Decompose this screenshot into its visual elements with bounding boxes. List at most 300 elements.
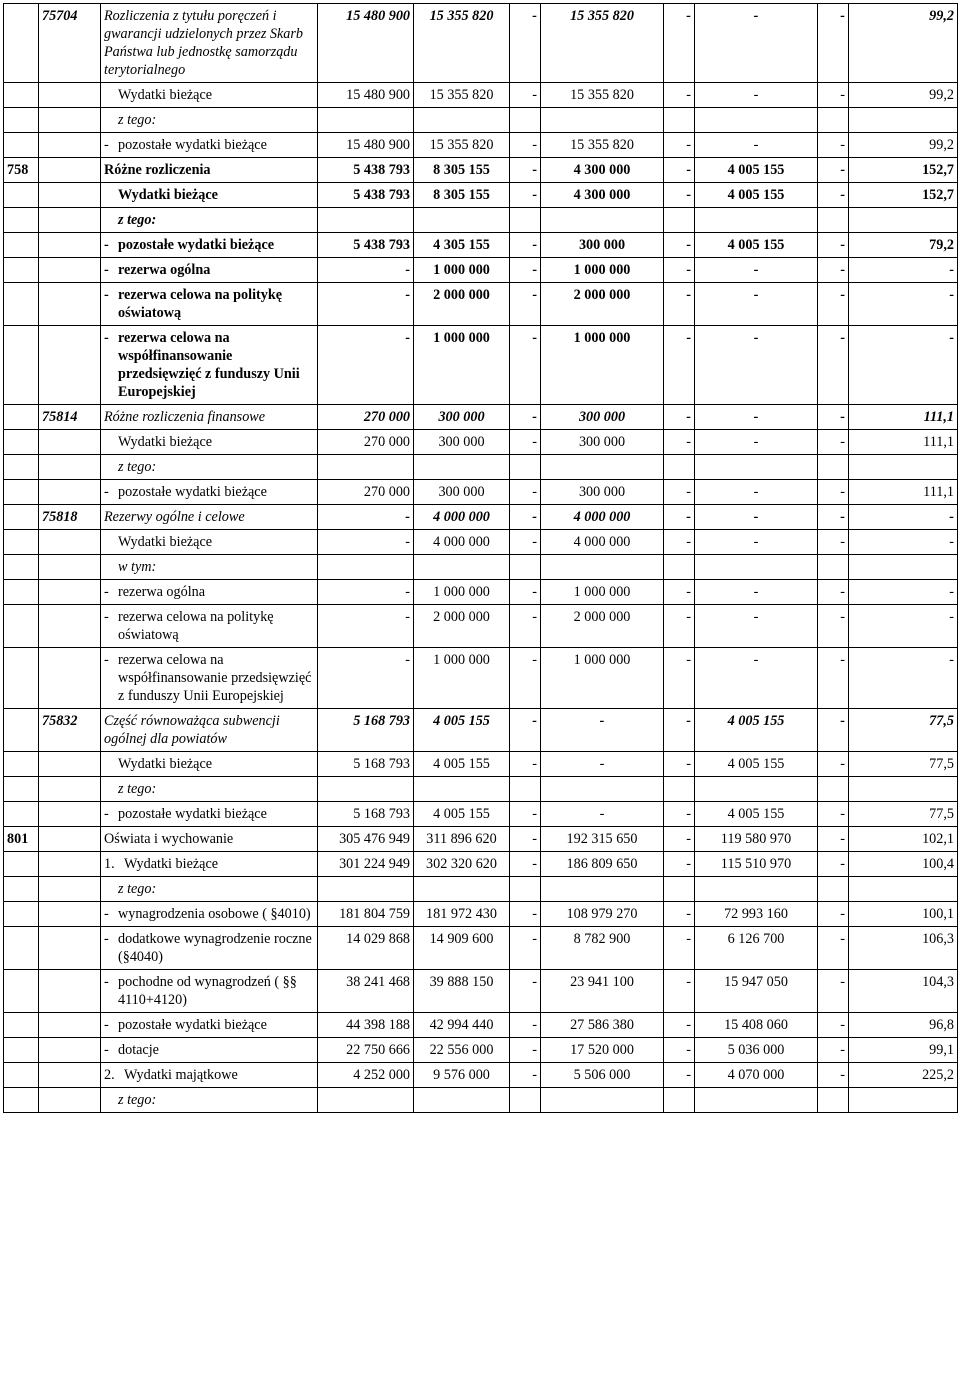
value-cell: 17 520 000 [541,1038,664,1063]
value-cell: - [541,709,664,752]
item-label: rezerwa ogólna [118,584,206,600]
value-cell: - [318,258,414,283]
value-cell: 99,1 [849,1038,958,1063]
value-cell: - [695,405,818,430]
item-name-cell [101,648,318,709]
value-cell [318,455,414,480]
value-cell [541,208,664,233]
value-cell: 2 000 000 [414,283,510,326]
value-cell [849,555,958,580]
value-cell: 15 355 820 [541,133,664,158]
division-cell [4,877,39,902]
division-cell [4,133,39,158]
value-cell: - [664,283,695,326]
value-cell: 300 000 [541,430,664,455]
value-cell [318,108,414,133]
item-name-cell [101,580,318,605]
value-cell: - [510,326,541,405]
value-cell: 15 408 060 [695,1013,818,1038]
value-cell [541,777,664,802]
item-name-cell: Różne rozliczenia finansowe [101,405,318,430]
value-cell: - [818,133,849,158]
division-cell [4,283,39,326]
item-label: rezerwa celowa na politykę oświatową [118,287,283,321]
value-cell [510,777,541,802]
value-cell: - [510,405,541,430]
item-name-cell: Rezerwy ogólne i celowe [101,505,318,530]
value-cell [510,208,541,233]
value-cell: - [318,505,414,530]
table-row [4,777,958,802]
row-marker: - [104,931,109,947]
value-cell: - [664,405,695,430]
row-marker: - [104,806,109,822]
value-cell: 1 000 000 [541,648,664,709]
value-cell: - [664,1013,695,1038]
value-cell: 104,3 [849,970,958,1013]
division-cell [4,777,39,802]
division-cell [4,455,39,480]
value-cell: - [695,605,818,648]
chapter-cell [39,927,101,970]
row-marker: - [104,1017,109,1033]
item-label: z tego: [118,781,157,797]
row-marker: - [104,584,109,600]
value-cell: - [818,505,849,530]
value-cell [695,777,818,802]
chapter-cell [39,1088,101,1113]
value-cell: - [664,827,695,852]
table-row [4,709,958,752]
value-cell: 5 438 793 [318,158,414,183]
value-cell: - [695,283,818,326]
value-cell: 15 355 820 [541,83,664,108]
value-cell: 38 241 468 [318,970,414,1013]
value-cell [664,877,695,902]
table-row [4,258,958,283]
division-cell [4,405,39,430]
value-cell [849,877,958,902]
value-cell: 2 000 000 [414,605,510,648]
value-cell: - [510,258,541,283]
value-cell: - [695,648,818,709]
value-cell: 2 000 000 [541,283,664,326]
value-cell: 8 305 155 [414,183,510,208]
table-row [4,233,958,258]
value-cell: - [510,83,541,108]
value-cell: - [510,233,541,258]
row-marker [104,211,118,229]
chapter-cell: 75814 [39,405,101,430]
row-marker [104,755,118,773]
value-cell: - [664,605,695,648]
division-cell [4,505,39,530]
value-cell: 8 305 155 [414,158,510,183]
chapter-cell [39,233,101,258]
division-cell [4,530,39,555]
value-cell: 2 000 000 [541,605,664,648]
table-row [4,430,958,455]
value-cell [849,108,958,133]
value-cell [414,108,510,133]
value-cell: - [818,648,849,709]
value-cell: - [818,233,849,258]
value-cell: 186 809 650 [541,852,664,877]
item-label: z tego: [118,1092,157,1108]
value-cell: 1 000 000 [414,580,510,605]
value-cell: 305 476 949 [318,827,414,852]
value-cell [318,555,414,580]
value-cell: 44 398 188 [318,1013,414,1038]
item-name-cell [101,480,318,505]
value-cell: 4 005 155 [414,709,510,752]
value-cell: 4 005 155 [695,183,818,208]
value-cell [414,455,510,480]
value-cell [510,1088,541,1113]
value-cell: 270 000 [318,480,414,505]
value-cell: 4 005 155 [695,802,818,827]
value-cell: - [510,1013,541,1038]
value-cell: - [849,605,958,648]
value-cell [849,777,958,802]
division-cell [4,802,39,827]
value-cell: - [849,326,958,405]
value-cell: 181 972 430 [414,902,510,927]
value-cell: - [510,283,541,326]
item-name-cell [101,1013,318,1038]
value-cell [541,455,664,480]
table-row [4,108,958,133]
value-cell [541,555,664,580]
division-cell [4,852,39,877]
division-cell [4,4,39,83]
value-cell: - [664,852,695,877]
value-cell: 300 000 [414,430,510,455]
value-cell: 1 000 000 [414,648,510,709]
value-cell: 5 438 793 [318,183,414,208]
division-cell [4,648,39,709]
division-cell [4,580,39,605]
item-name-cell [101,605,318,648]
division-cell [4,258,39,283]
item-name-cell [101,1088,318,1113]
value-cell: 15 480 900 [318,4,414,83]
value-cell: - [818,83,849,108]
table-row [4,877,958,902]
value-cell: - [695,4,818,83]
value-cell: - [664,752,695,777]
table-row [4,1088,958,1113]
value-cell: - [664,83,695,108]
value-cell: - [818,802,849,827]
value-cell: 302 320 620 [414,852,510,877]
value-cell [695,1088,818,1113]
value-cell: 115 510 970 [695,852,818,877]
value-cell: 77,5 [849,709,958,752]
row-marker: - [104,262,109,278]
item-name-cell [101,927,318,970]
value-cell: - [664,183,695,208]
item-name-cell [101,1038,318,1063]
chapter-cell [39,258,101,283]
item-name-cell [101,233,318,258]
value-cell: - [818,852,849,877]
value-cell: 15 480 900 [318,83,414,108]
chapter-cell [39,802,101,827]
value-cell: - [664,927,695,970]
item-label: Wydatki bieżące [118,434,213,450]
value-cell: 22 750 666 [318,1038,414,1063]
value-cell: - [510,580,541,605]
item-label: rezerwa celowa na współfinansowanie przedsięwzięć z funduszy Unii Europejskiej [118,652,312,704]
row-marker [104,111,118,129]
value-cell [318,208,414,233]
chapter-cell [39,902,101,927]
value-cell: - [695,580,818,605]
table-row [4,83,958,108]
item-label: w tym: [118,559,157,575]
chapter-cell [39,648,101,709]
row-marker: - [104,609,109,625]
value-cell: 5 168 793 [318,752,414,777]
value-cell: 4 005 155 [414,752,510,777]
item-label: Wydatki bieżące [118,756,213,772]
value-cell: 39 888 150 [414,970,510,1013]
table-row [4,530,958,555]
row-marker [104,780,118,798]
value-cell: 15 355 820 [414,83,510,108]
table-row [4,455,958,480]
table-row [4,555,958,580]
value-cell [695,555,818,580]
value-cell: - [664,530,695,555]
item-label: pozostałe wydatki bieżące [118,484,267,500]
value-cell: 300 000 [414,480,510,505]
value-cell: - [818,752,849,777]
value-cell [695,108,818,133]
table-row [4,1038,958,1063]
row-marker [104,558,118,576]
item-label: Wydatki bieżące [118,534,213,550]
value-cell: - [849,258,958,283]
item-label: rezerwa celowa na współfinansowanie przedsięwzięć z funduszy Unii Europejskiej [118,330,300,400]
table-row [4,902,958,927]
division-cell [4,183,39,208]
value-cell: 8 782 900 [541,927,664,970]
value-cell: 300 000 [541,233,664,258]
value-cell: - [818,530,849,555]
value-cell: 270 000 [318,405,414,430]
item-label: z tego: [118,112,157,128]
row-marker: - [104,137,109,153]
value-cell: 152,7 [849,158,958,183]
row-marker: 2. [104,1067,115,1083]
value-cell: 15 355 820 [541,4,664,83]
value-cell: 1 000 000 [541,326,664,405]
chapter-cell [39,133,101,158]
value-cell: - [664,326,695,405]
table-row [4,802,958,827]
chapter-cell [39,108,101,133]
item-label: Wydatki bieżące [118,87,213,103]
division-cell [4,752,39,777]
row-marker [104,1091,118,1109]
value-cell [414,1088,510,1113]
value-cell: - [695,505,818,530]
value-cell: - [695,530,818,555]
item-name-cell [101,208,318,233]
item-label: wynagrodzenia osobowe ( §4010) [118,906,311,922]
value-cell [510,877,541,902]
value-cell: - [318,648,414,709]
row-marker: - [104,906,109,922]
value-cell: - [849,505,958,530]
division-cell [4,480,39,505]
chapter-cell [39,555,101,580]
item-name-cell [101,752,318,777]
row-marker: - [104,484,109,500]
item-name-cell: Oświata i wychowanie [101,827,318,852]
value-cell: - [818,1063,849,1088]
item-name-cell [101,455,318,480]
value-cell: - [664,709,695,752]
value-cell [541,1088,664,1113]
item-label: pozostałe wydatki bieżące [118,237,275,253]
division-cell [4,1013,39,1038]
value-cell: - [849,580,958,605]
value-cell [414,555,510,580]
value-cell: 4 005 155 [695,233,818,258]
value-cell: 5 168 793 [318,802,414,827]
division-cell [4,208,39,233]
value-cell [818,208,849,233]
item-label: Wydatki bieżące [124,856,219,872]
row-marker: - [104,652,109,668]
value-cell [818,877,849,902]
value-cell: 14 909 600 [414,927,510,970]
value-cell [664,555,695,580]
row-marker [104,458,118,476]
value-cell: - [664,480,695,505]
value-cell [695,877,818,902]
value-cell: - [664,580,695,605]
value-cell: 4 005 155 [695,752,818,777]
table-row [4,1063,958,1088]
value-cell: - [318,580,414,605]
chapter-cell [39,877,101,902]
row-marker: - [104,1042,109,1058]
item-label: pozostałe wydatki bieżące [118,806,267,822]
value-cell [849,1088,958,1113]
value-cell: - [664,505,695,530]
chapter-cell [39,827,101,852]
value-cell: 1 000 000 [541,258,664,283]
table-row [4,580,958,605]
value-cell: 5 506 000 [541,1063,664,1088]
value-cell: 192 315 650 [541,827,664,852]
value-cell: - [818,970,849,1013]
budget-table-body [4,4,958,1113]
value-cell: - [510,133,541,158]
item-name-cell [101,970,318,1013]
value-cell [664,1088,695,1113]
value-cell: - [818,430,849,455]
value-cell [510,108,541,133]
value-cell: - [695,83,818,108]
item-label: pozostałe wydatki bieżące [118,1017,267,1033]
value-cell: 4 000 000 [541,530,664,555]
value-cell: - [849,530,958,555]
value-cell: 5 438 793 [318,233,414,258]
value-cell: - [664,4,695,83]
division-cell [4,970,39,1013]
division-cell [4,709,39,752]
value-cell: 15 480 900 [318,133,414,158]
value-cell: 4 005 155 [695,158,818,183]
chapter-cell [39,183,101,208]
value-cell: - [818,480,849,505]
value-cell: - [318,326,414,405]
value-cell: - [510,505,541,530]
value-cell: - [664,1038,695,1063]
value-cell: 72 993 160 [695,902,818,927]
item-name-cell [101,555,318,580]
value-cell [664,777,695,802]
value-cell: - [818,1013,849,1038]
value-cell: 77,5 [849,752,958,777]
item-name-cell [101,108,318,133]
value-cell: - [510,902,541,927]
value-cell: - [318,530,414,555]
value-cell: 225,2 [849,1063,958,1088]
value-cell: 270 000 [318,430,414,455]
value-cell: 108 979 270 [541,902,664,927]
value-cell: - [818,580,849,605]
division-cell [4,1038,39,1063]
value-cell: 119 580 970 [695,827,818,852]
item-name-cell [101,133,318,158]
value-cell: 4 000 000 [414,530,510,555]
chapter-cell [39,777,101,802]
value-cell: 152,7 [849,183,958,208]
value-cell: 23 941 100 [541,970,664,1013]
value-cell: - [510,605,541,648]
table-row [4,4,958,83]
value-cell: 181 804 759 [318,902,414,927]
table-row [4,405,958,430]
table-row [4,927,958,970]
value-cell: - [818,258,849,283]
value-cell: 1 000 000 [541,580,664,605]
division-cell [4,233,39,258]
value-cell: 4 070 000 [695,1063,818,1088]
value-cell: - [510,927,541,970]
table-row [4,158,958,183]
value-cell: 99,2 [849,4,958,83]
value-cell: 4 000 000 [414,505,510,530]
value-cell: 4 300 000 [541,158,664,183]
row-marker: - [104,974,109,990]
row-marker: - [104,330,109,346]
table-row [4,133,958,158]
chapter-cell [39,852,101,877]
item-label: pochodne od wynagrodzeń ( §§ 4110+4120) [118,974,297,1008]
division-cell [4,555,39,580]
row-marker [104,86,118,104]
value-cell: - [318,283,414,326]
value-cell: 15 355 820 [414,133,510,158]
row-marker [104,186,118,204]
